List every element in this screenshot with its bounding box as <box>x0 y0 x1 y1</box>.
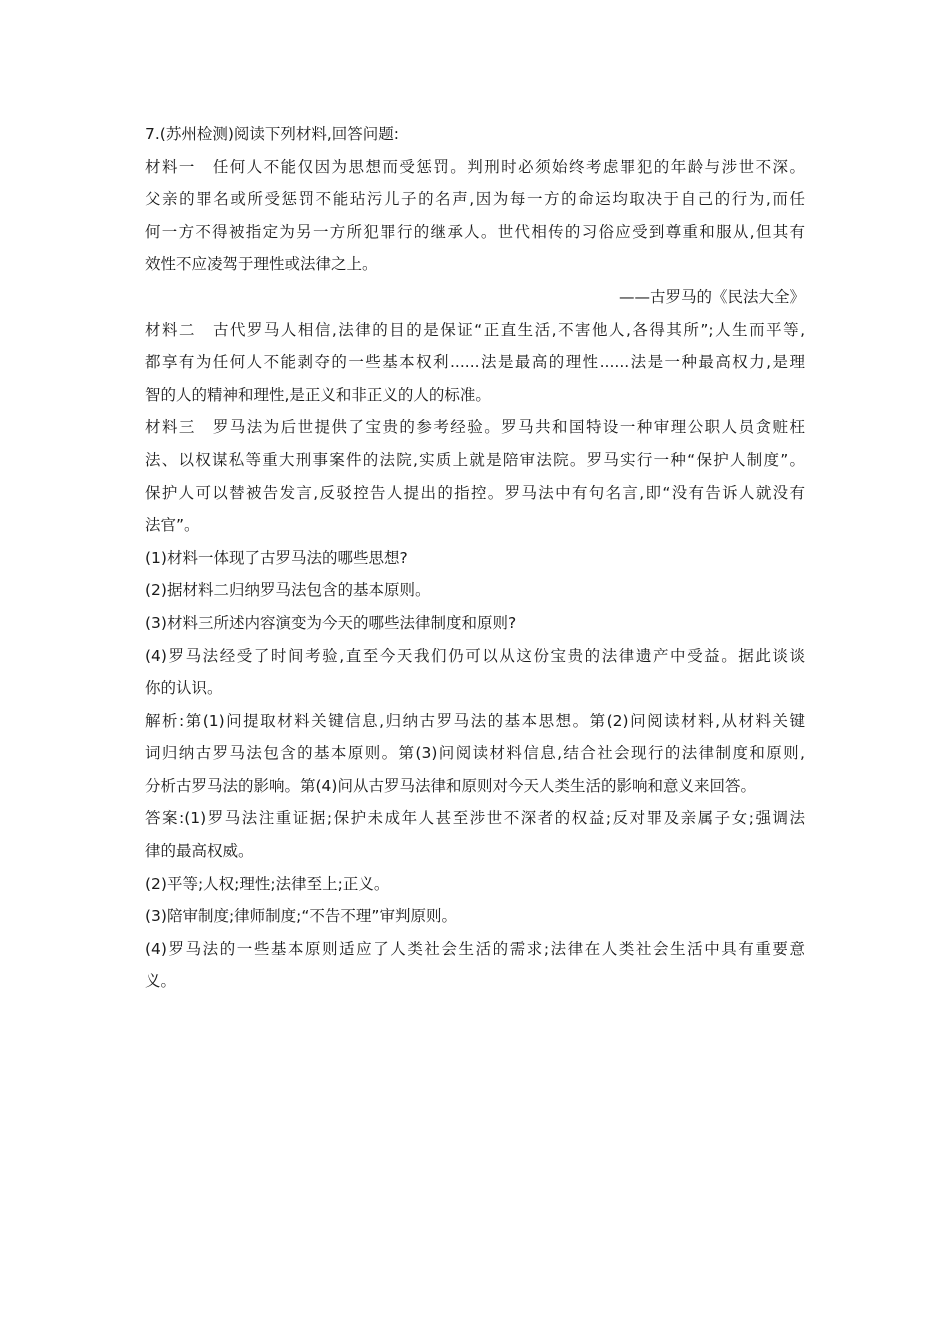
answer-2: (2)平等;人权;理性;法律至上;正义。 <box>145 874 390 893</box>
material-one-source: ——古罗马的《民法大全》 <box>618 287 805 306</box>
answer-1: 答案:(1)罗马法注重证据;保护未成年人甚至涉世不深者的权益;反对罪及亲属子女;强调法 <box>145 809 805 828</box>
material-one-line: 材料一 任何人不能仅因为思想而受惩罚。判刑时必须始终考虑罪犯的年龄与涉世不深。 <box>145 157 805 176</box>
analysis-line: 解析:第(1)问提取材料关键信息,归纳古罗马法的基本思想。第(2)问阅读材料,从材料关键 <box>145 711 805 730</box>
sub-question-2: (2)据材料二归纳罗马法包含的基本原则。 <box>145 581 431 600</box>
answer <box>145 806 805 993</box>
sub-question-3: (3)材料三所述内容演变为今天的哪些法律制度和原则? <box>145 613 517 632</box>
material-two-line: 材料二 古代罗马人相信,法律的目的是保证“正直生活,不害他人,各得其所”;人生而平等, <box>145 320 805 339</box>
sub-question-1: (1)材料一体现了古罗马法的哪些思想? <box>145 548 408 567</box>
answer-1-cont: 律的最高权威。 <box>145 842 254 861</box>
answer-3: (3)陪审制度;律师制度;“不告不理”审判原则。 <box>145 907 457 926</box>
material-one <box>145 155 805 309</box>
sub-question-4: (4)罗马法经受了时间考验,直至今天我们仍可以从这份宝贵的法律遗产中受益。据此谈谈 <box>145 646 805 665</box>
material-one-line: 何一方不得被指定为另一方所犯罪行的继承人。世代相传的习俗应受到尊重和服从,但其有 <box>145 222 805 241</box>
material-one-line: 效性不应凌驾于理性或法律之上。 <box>145 255 378 274</box>
material-one-line: 父亲的罪名或所受惩罚不能玷污儿子的名声,因为每一方的命运均取决于自己的行为,而任 <box>145 190 805 209</box>
analysis <box>145 709 805 798</box>
material-three-line: 法官”。 <box>145 516 200 535</box>
question-heading: 7.(苏州检测)阅读下列材料,回答问题: <box>145 125 400 143</box>
analysis-line: 分析古罗马法的影响。第(4)问从古罗马法律和原则对今天人类生活的影响和意义来回答。 <box>145 776 756 795</box>
material-two <box>145 318 805 407</box>
sub-questions <box>145 546 805 700</box>
material-three <box>145 415 805 537</box>
analysis-line: 词归纳古罗马法包含的基本原则。第(3)问阅读材料信息,结合社会现行的法律制度和原则, <box>145 744 805 763</box>
sub-question-4-cont: 你的认识。 <box>145 679 223 698</box>
answer-4: (4)罗马法的一些基本原则适应了人类社会生活的需求;法律在人类社会生活中具有重要意 <box>145 939 805 958</box>
answer-4-cont: 义。 <box>145 972 177 991</box>
document-body <box>145 122 805 1002</box>
material-three-line: 材料三 罗马法为后世提供了宝贵的参考经验。罗马共和国特设一种审理公职人员贪赃枉 <box>145 418 805 437</box>
material-three-line: 法、以权谋私等重大刑事案件的法院,实质上就是陪审法院。罗马实行一种“保护人制度”。 <box>145 450 805 469</box>
material-two-line: 智的人的精神和理性,是正义和非正义的人的标准。 <box>145 385 491 404</box>
material-two-line: 都享有为任何人不能剥夺的一些基本权利......法是最高的理性......法是一种最高权力,是理 <box>145 353 805 372</box>
material-three-line: 保护人可以替被告发言,反驳控告人提出的指控。罗马法中有句名言,即“没有告诉人就没有 <box>145 483 805 502</box>
